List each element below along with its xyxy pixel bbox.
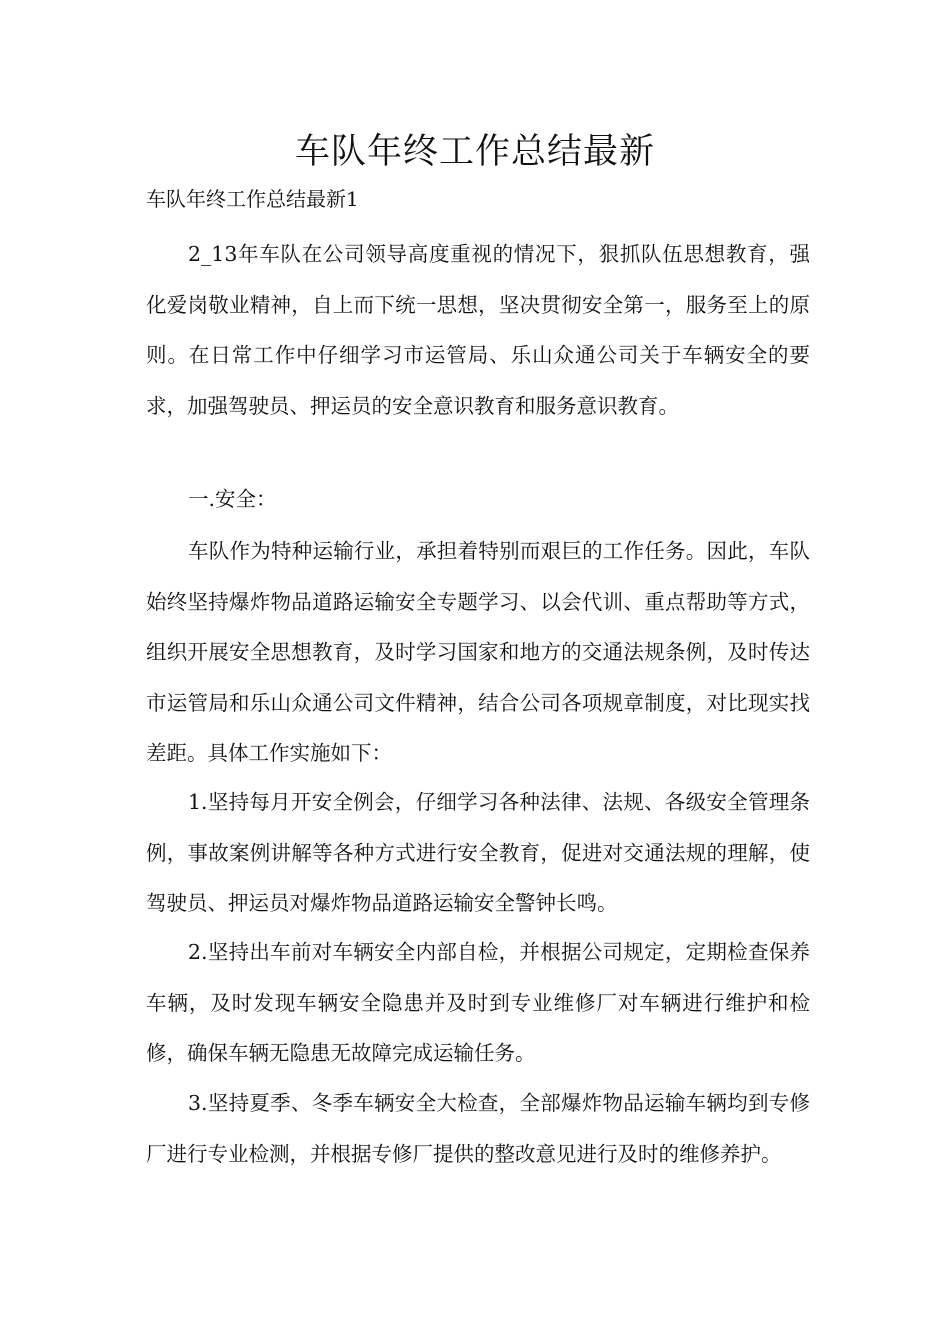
section-heading-safety: 一.安全： — [188, 487, 277, 511]
document-subtitle: 车队年终工作总结最新1 — [146, 187, 359, 211]
paragraph-safety-overview: 车队作为特种运输行业，承担着特别而艰巨的工作任务。因此，车队始终坚持爆炸物品道路运输安全专题学习、以会代训、重点帮助等方式，组织开展安全思想教育，及时学习国家和地方的交通法规条例，及时传达市运管局和乐山众通公司文件精神，结合公司各项规章制度，对比现实找差距。具体工作实施如下： — [146, 539, 810, 765]
paragraph-item-2: 2.坚持出车前对车辆安全内部自检，并根据公司规定，定期检查保养车辆，及时发现车辆安全隐患并及时到专业维修厂对车辆进行维护和检修，确保车辆无隐患无故障完成运输任务。 — [146, 940, 810, 1065]
paragraph-item-3: 3.坚持夏季、冬季车辆安全大检查，全部爆炸物品运输车辆均到专修厂进行专业检测，并根据专修厂提供的整改意见进行及时的维修养护。 — [146, 1091, 810, 1166]
document-title: 车队年终工作总结最新 — [294, 132, 655, 172]
paragraph-item-1: 1.坚持每月开安全例会，仔细学习各种法律、法规、各级安全管理条例，事故案例讲解等各种方式进行安全教育，促进对交通法规的理解，使驾驶员、押运员对爆炸物品道路运输安全警钟长鸣。 — [146, 790, 810, 915]
paragraph-intro: 2_13年车队在公司领导高度重视的情况下，狠抓队伍思想教育，强化爱岗敬业精神，自上而下统一思想，坚决贯彻安全第一，服务至上的原则。在日常工作中仔细学习市运管局、乐山众通公司关于车辆安全的要求，加强驾驶员、押运员的安全意识教育和服务意识教育。 — [146, 242, 810, 418]
